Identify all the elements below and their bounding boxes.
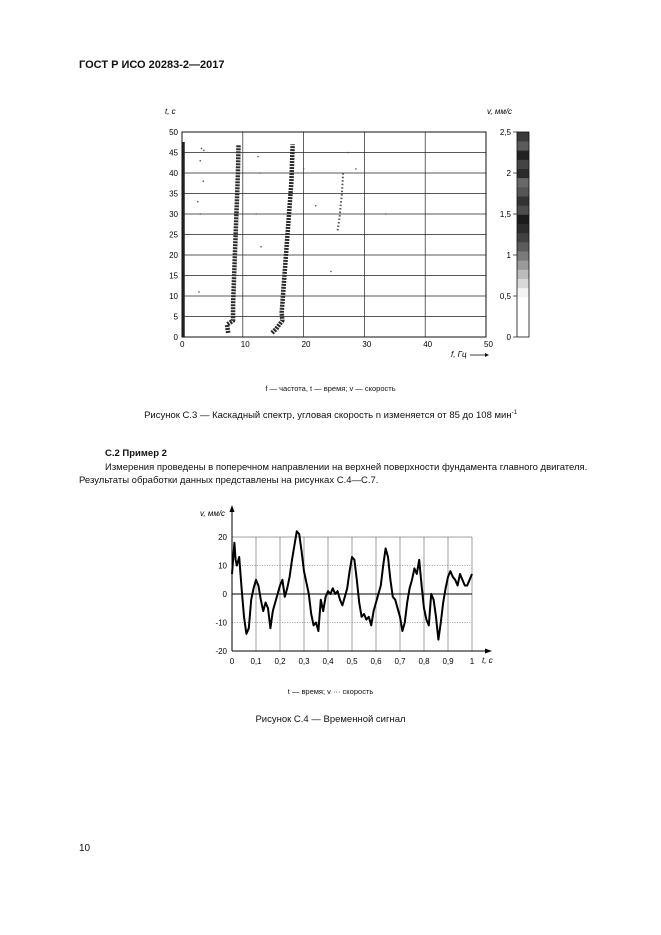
- cascade-y-tick-label: 0: [173, 333, 178, 342]
- signal-y-tick-label: 10: [218, 561, 227, 571]
- colorbar-tick-label: 2,5: [499, 128, 511, 137]
- signal-x-tick-label: 0,3: [298, 657, 310, 666]
- colorbar-tick-label: 0: [506, 333, 511, 342]
- signal-x-axis-arrowhead: [485, 649, 492, 654]
- signal-x-tick-label: 0,1: [250, 657, 262, 666]
- page-number: 10: [79, 843, 91, 854]
- signal-x-tick-label: 0,9: [442, 657, 454, 666]
- cascade-y-tick-label: 30: [169, 210, 178, 219]
- signal-y-tick-label: -10: [215, 618, 227, 628]
- signal-y-tick-label: 20: [218, 533, 227, 542]
- signal-y-axis-arrowhead: [230, 505, 235, 512]
- signal-x-ticks: [230, 657, 475, 666]
- cascade-y-tick-label: 10: [169, 292, 178, 301]
- colorbar-tick-label: 1: [506, 251, 511, 260]
- signal-axes: [230, 505, 493, 654]
- signal-grid: [232, 537, 472, 651]
- cascade-y-axis-label: t, с: [165, 107, 176, 116]
- signal-y-tick-label: 0: [222, 590, 227, 599]
- figure-c4-legend: t — время; v ··· скорость: [287, 687, 374, 696]
- cascade-y-tick-label: 5: [173, 312, 178, 322]
- signal-x-tick-label: 0,2: [274, 657, 286, 666]
- figure-c4-caption: Рисунок С.4 — Временной сигнал: [255, 714, 406, 725]
- cascade-x-tick-label: 40: [423, 340, 433, 349]
- signal-x-axis-label: t, с: [482, 656, 493, 665]
- section-heading: С.2 Пример 2: [105, 448, 167, 459]
- cascade-y-tick-label: 25: [169, 230, 178, 240]
- signal-y-axis-label: v, мм/с: [200, 509, 226, 518]
- cascade-y-tick-label: 15: [169, 271, 178, 281]
- signal-x-tick-label: 0,7: [394, 657, 406, 666]
- cascade-y-tick-label: 45: [169, 148, 178, 158]
- cascade-y-tick-label: 35: [169, 189, 178, 199]
- figure-c3-caption-text: Рисунок С.3 — Каскадный спектр, угловая скорость n изменяется от 85 до 108 мин: [144, 410, 512, 422]
- signal-x-tick-label: 0,4: [322, 657, 334, 666]
- cascade-y-tick-label: 40: [169, 169, 178, 178]
- colorbar-tick-label: 2: [506, 169, 511, 178]
- cascade-x-tick-label: 0: [180, 340, 185, 349]
- section-paragraph: Измерения проведены в поперечном направлении на верхней поверхности фундамента главного двигателя. Результаты обработки данных представлены на рисунках С.4—С.7.: [79, 462, 588, 486]
- document-header: ГОСТ Р ИСО 20283-2—2017: [79, 59, 225, 71]
- cascade-x-axis-label: f, Гц: [451, 350, 467, 359]
- colorbar-tick-label: 1,5: [499, 210, 511, 219]
- signal-x-tick-label: 0,6: [370, 657, 382, 666]
- signal-x-tick-label: 1: [469, 657, 475, 666]
- cascade-y-tick-label: 20: [169, 251, 178, 260]
- cascade-x-tick-label: 50: [484, 340, 493, 349]
- signal-y-tick-label: -20: [215, 647, 227, 656]
- colorbar-label: v, мм/с: [487, 107, 513, 116]
- colorbar-tick-label: 0,5: [499, 292, 511, 301]
- signal-y-ticks: [215, 533, 227, 656]
- cascade-x-tick-label: 10: [240, 340, 250, 349]
- figure-c3-caption-superscript: -1: [511, 410, 517, 416]
- cascade-x-tick-label: 20: [301, 340, 311, 349]
- figure-c3-legend: f — частота, t — время; v — скорость: [265, 384, 396, 393]
- signal-x-tick-label: 0,8: [418, 657, 430, 666]
- signal-x-tick-label: 0,5: [346, 657, 358, 666]
- signal-x-tick-label: 0: [229, 657, 235, 666]
- cascade-x-tick-label: 30: [362, 340, 372, 349]
- cascade-y-tick-label: 50: [169, 128, 178, 137]
